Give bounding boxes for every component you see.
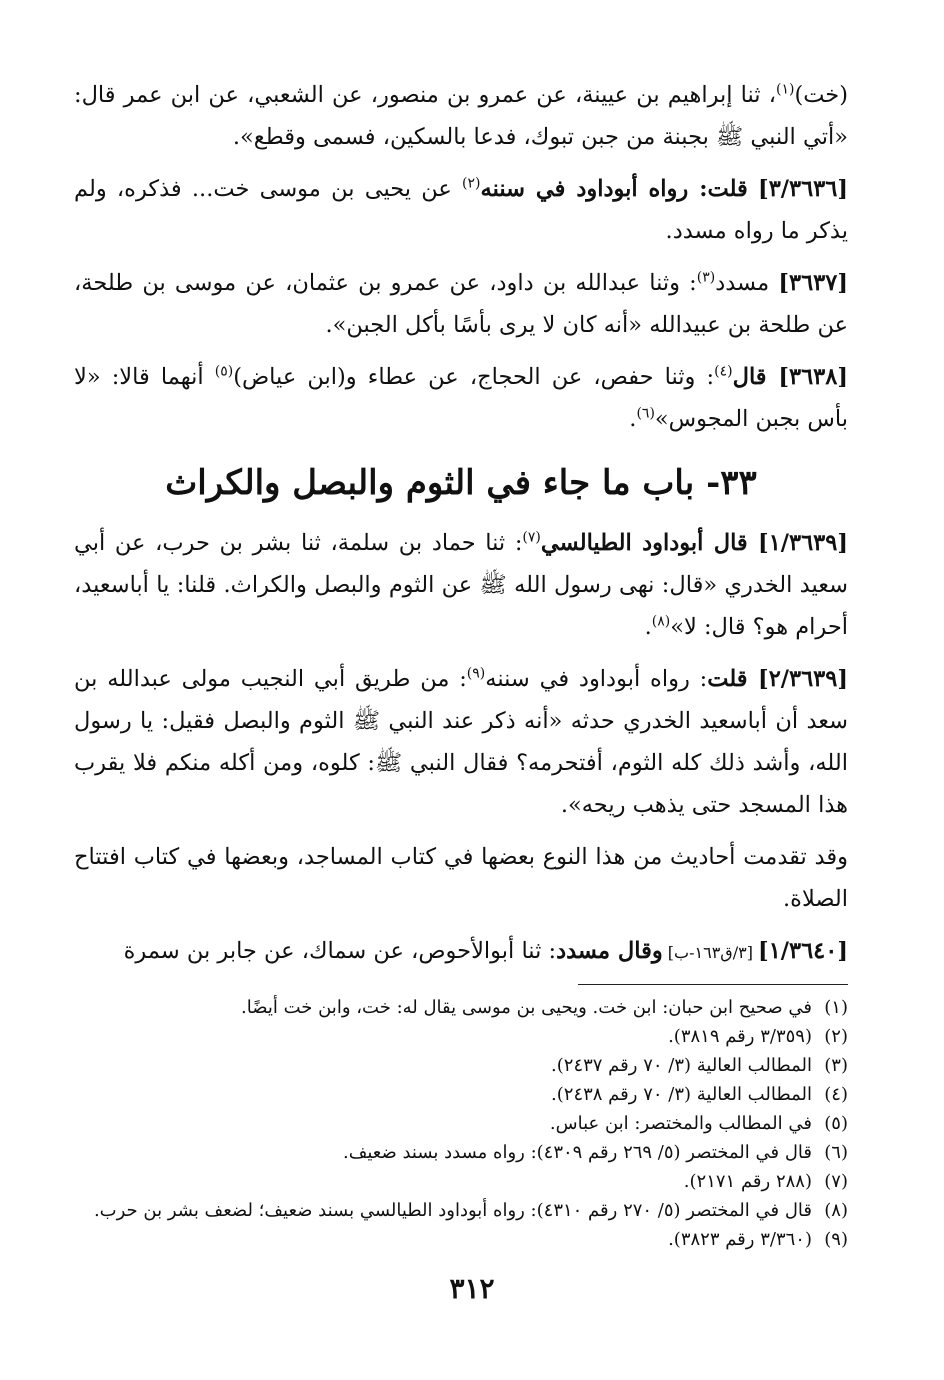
footnote-number: (٦) (824, 1142, 848, 1163)
footnote (74, 1051, 848, 1080)
text: : ثنا أبوالأحوص، عن سماك، عن جابر بن سمرة (123, 938, 557, 964)
footnote (74, 1167, 848, 1196)
footnote (74, 1109, 848, 1138)
text: . (644, 614, 652, 640)
footnote (74, 1225, 848, 1254)
text: : من طريق أبي النجيب مولى عبدالله بن سعد أن أباسعيد الخدري حدثه «أنه ذكر عند النبي ﷺ الثوم والبصل فقيل: يا رسول الله، وأشد ذلك كله الثوم، أفتحرمه؟ فقال النبي ﷺ: كلوه، ومن أكله منكم فلا يقرب هذا المسجد حتى يذهب ريحه». (74, 666, 848, 818)
footnote-ref[interactable]: (٥) (214, 363, 234, 380)
note-paragraph: وقد تقدمت أحاديث من هذا النوع بعضها في كتاب المساجد، وبعضها في كتاب افتتاح الصلاة. (74, 844, 848, 912)
footnote-text: (٣/٣٥٩ رقم ٣٨١٩). (668, 1026, 812, 1047)
footnote-text: (٣/٣٦٠ رقم ٣٨٢٣). (668, 1229, 812, 1250)
footnotes (74, 993, 848, 1254)
hadith-3637 (74, 262, 848, 346)
hadith-3640-1 (74, 930, 848, 974)
footnote-ref[interactable]: (٢) (462, 175, 481, 192)
footnote-ref[interactable]: (٦) (636, 405, 655, 422)
footnote-text: المطالب العالية (٣/ ٧٠ رقم ٢٤٣٨). (551, 1084, 812, 1105)
footnote-ref[interactable]: (٩) (466, 665, 486, 682)
footnote-text: في المطالب والمختصر: ابن عباس. (549, 1113, 812, 1134)
footnote (74, 1022, 848, 1051)
text: (خت) (794, 82, 848, 108)
footnote-ref[interactable]: (٧) (522, 529, 541, 546)
footnote-ref[interactable]: (٤) (714, 363, 733, 380)
hadith-number: [٢/٣٦٣٩] (758, 666, 849, 692)
text: أنهما قالا: «لا بأس بجبن المجوس» (74, 364, 848, 432)
text: : وثنا حفص، عن الحجاج، عن عطاء و(ابن عياض) (233, 364, 715, 390)
text: : وثنا عبدالله بن داود، عن عمرو بن عثمان، عن موسى بن طلحة، عن طلحة بن عبيدالله «أنه كان لا يرى بأسًا بأكل الجبن». (74, 270, 848, 338)
text: : رواه أبوداود في سننه (485, 666, 708, 692)
footnote-number: (١) (824, 997, 848, 1018)
footnote-number: (٢) (824, 1026, 848, 1047)
manuscript-ref: [٣/ق١٦٣-ب] (662, 943, 759, 962)
footnote (74, 1196, 848, 1225)
hadith-number: [١/٣٦٤٠] (758, 938, 848, 964)
footnote-number: (٤) (824, 1084, 848, 1105)
hadith-3639-1 (74, 522, 848, 648)
chapter-title: ٣٣- باب ما جاء في الثوم والبصل والكراث (165, 463, 757, 503)
hadith-number: [٣/٣٦٣٦] (758, 176, 848, 202)
footnote-text: في صحيح ابن حبان: ابن خت. ويحيى بن موسى يقال له: خت، وابن خت أيضًا. (241, 997, 812, 1018)
hadith-3638 (74, 356, 848, 440)
footnote-number: (٣) (824, 1055, 848, 1076)
hadith-lead: قال (732, 364, 779, 390)
hadith-number: [١/٣٦٣٩] (758, 530, 848, 556)
hadith-lead: وقال مسدد (556, 938, 663, 964)
hadith-3639-2 (74, 658, 848, 826)
text: : ثنا حماد بن سلمة، ثنا بشر بن حرب، عن أبي سعيد الخدري «قال: نهى رسول الله ﷺ عن الثوم والبصل والكراث. قلنا: يا أباسعيد، أحرام هو؟ قال: لا» (74, 530, 848, 640)
hadith-number: [٣٦٣٨] (778, 364, 849, 390)
footnote-text: قال في المختصر (٥/ ٢٦٩ رقم ٤٣٠٩): رواه مسدد بسند ضعيف. (343, 1142, 812, 1163)
hadith-3636-3 (74, 168, 848, 252)
paragraph-1 (74, 74, 848, 158)
hadith-number: [٣٦٣٧] (778, 270, 848, 296)
footnote-number: (٨) (824, 1200, 848, 1221)
text: . (629, 406, 637, 432)
footnote-number: (٥) (824, 1113, 848, 1134)
footnote-ref[interactable]: (٨) (651, 613, 671, 630)
footnote-number: (٧) (824, 1171, 848, 1192)
footnote-text: قال في المختصر (٥/ ٢٧٠ رقم ٤٣١٠): رواه أبوداود الطيالسي بسند ضعيف؛ لضعف بشر بن حرب. (93, 1200, 812, 1221)
footnote-number: (٩) (824, 1229, 848, 1250)
hadith-lead: مسدد (715, 270, 779, 296)
text: عن يحيى بن موسى خت... فذكره، ولم يذكر ما رواه مسدد. (74, 176, 848, 244)
footnote-ref[interactable]: (١) (775, 81, 795, 98)
text: ، ثنا إبراهيم بن عيينة، عن عمرو بن منصور، عن الشعبي، عن ابن عمر قال: «أتي النبي ﷺ بجبنة من جبن تبوك، فدعا بالسكين، فسمى وقطع». (74, 82, 848, 150)
footnote (74, 993, 848, 1022)
footnote (74, 1080, 848, 1109)
hadith-lead: قال أبوداود الطيالسي (540, 530, 759, 556)
hadith-lead: قلت: رواه أبوداود في سننه (480, 176, 748, 202)
footnote (74, 1138, 848, 1167)
footnote-ref[interactable]: (٣) (696, 269, 716, 286)
hadith-lead: قلت (707, 666, 759, 692)
footnote-divider (578, 984, 848, 985)
page-number: ٣١٢ (449, 1272, 495, 1305)
footnote-text: المطالب العالية (٣/ ٧٠ رقم ٢٤٣٧). (551, 1055, 812, 1076)
footnote-text: (٢٨٨ رقم ٢١٧١). (683, 1171, 812, 1192)
